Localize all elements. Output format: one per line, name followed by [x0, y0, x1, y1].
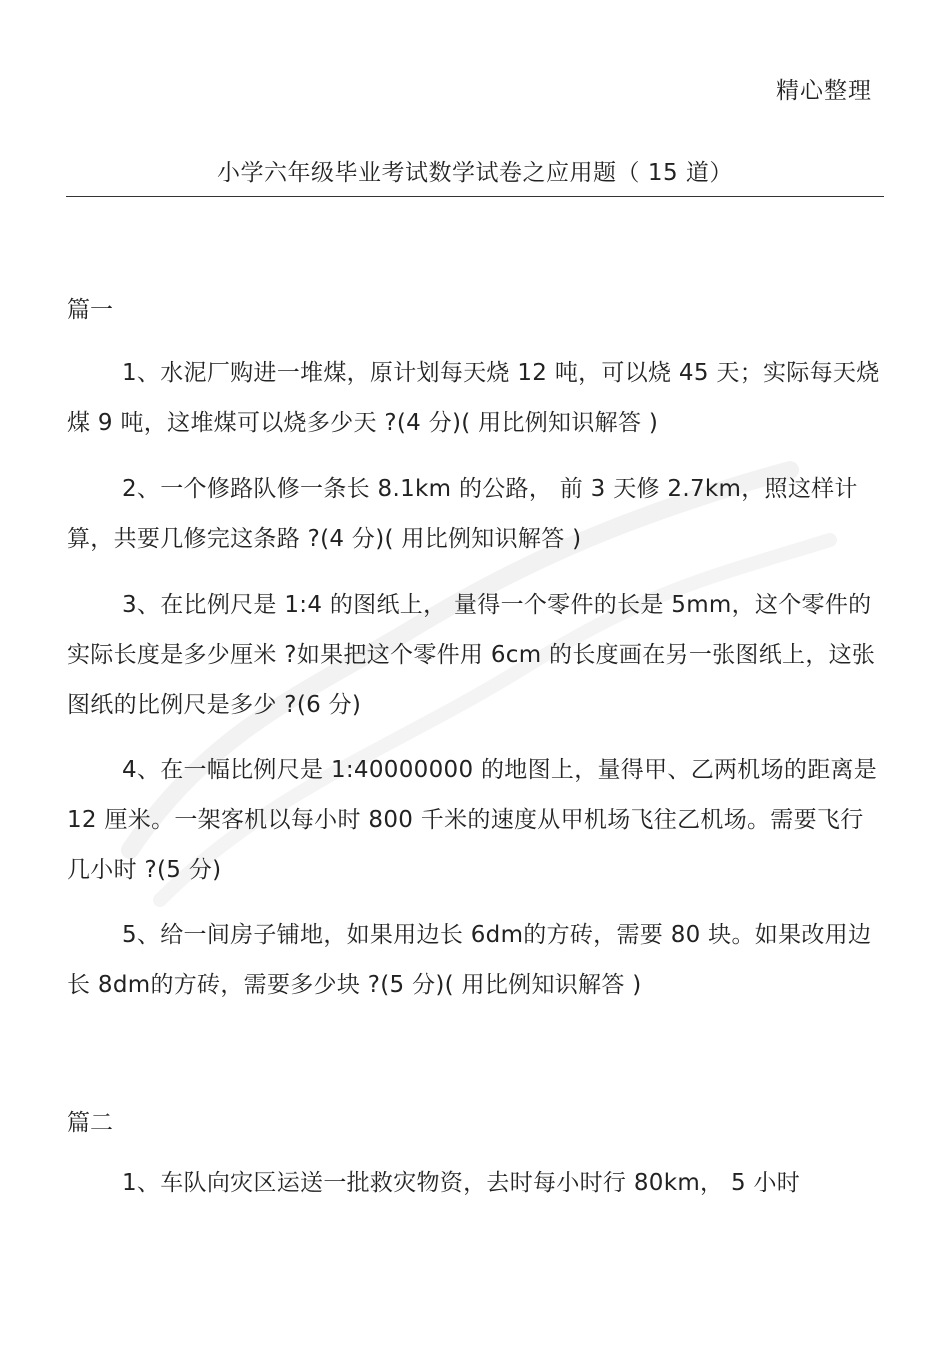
title-divider [66, 196, 884, 197]
question-part2-1: 1、车队向灾区运送一批救灾物资，去时每小时行 80km， 5 小时 [122, 1170, 801, 1196]
section-heading-part1: 篇一 [67, 297, 113, 323]
question-part1-4: 4、在一幅比例尺是 1:40000000 的地图上，量得甲、乙两机场的距离是 12 厘米。一架客机以每小时 800 千米的速度从甲机场飞往乙机场。需要飞行几小时 ?(5 分) [67, 757, 878, 883]
document-title: 小学六年级毕业考试数学试卷之应用题（ 15 道） [217, 160, 733, 186]
question-part1-3: 3、在比例尺是 1:4 的图纸上， 量得一个零件的长是 5mm，这个零件的实际长度是多少厘米 ?如果把这个零件用 6cm 的长度画在另一张图纸上，这张图纸的比例尺是多少 ?(6 分) [67, 592, 876, 718]
section-heading-part2: 篇二 [67, 1110, 113, 1136]
header-note: 精心整理 [776, 78, 872, 104]
question-part1-5: 5、给一间房子铺地，如果用边长 6dm的方砖，需要 80 块。如果改用边长 8dm的方砖，需要多少块 ?(5 分)( 用比例知识解答 ) [67, 922, 872, 998]
question-part1-1: 1、水泥厂购进一堆煤，原计划每天烧 12 吨，可以烧 45 天；实际每天烧煤 9 吨，这堆煤可以烧多少天 ?(4 分)( 用比例知识解答 ) [67, 360, 880, 436]
question-part1-2: 2、一个修路队修一条长 8.1km 的公路， 前 3 天修 2.7km，照这样计算，共要几修完这条路 ?(4 分)( 用比例知识解答 ) [67, 476, 858, 552]
